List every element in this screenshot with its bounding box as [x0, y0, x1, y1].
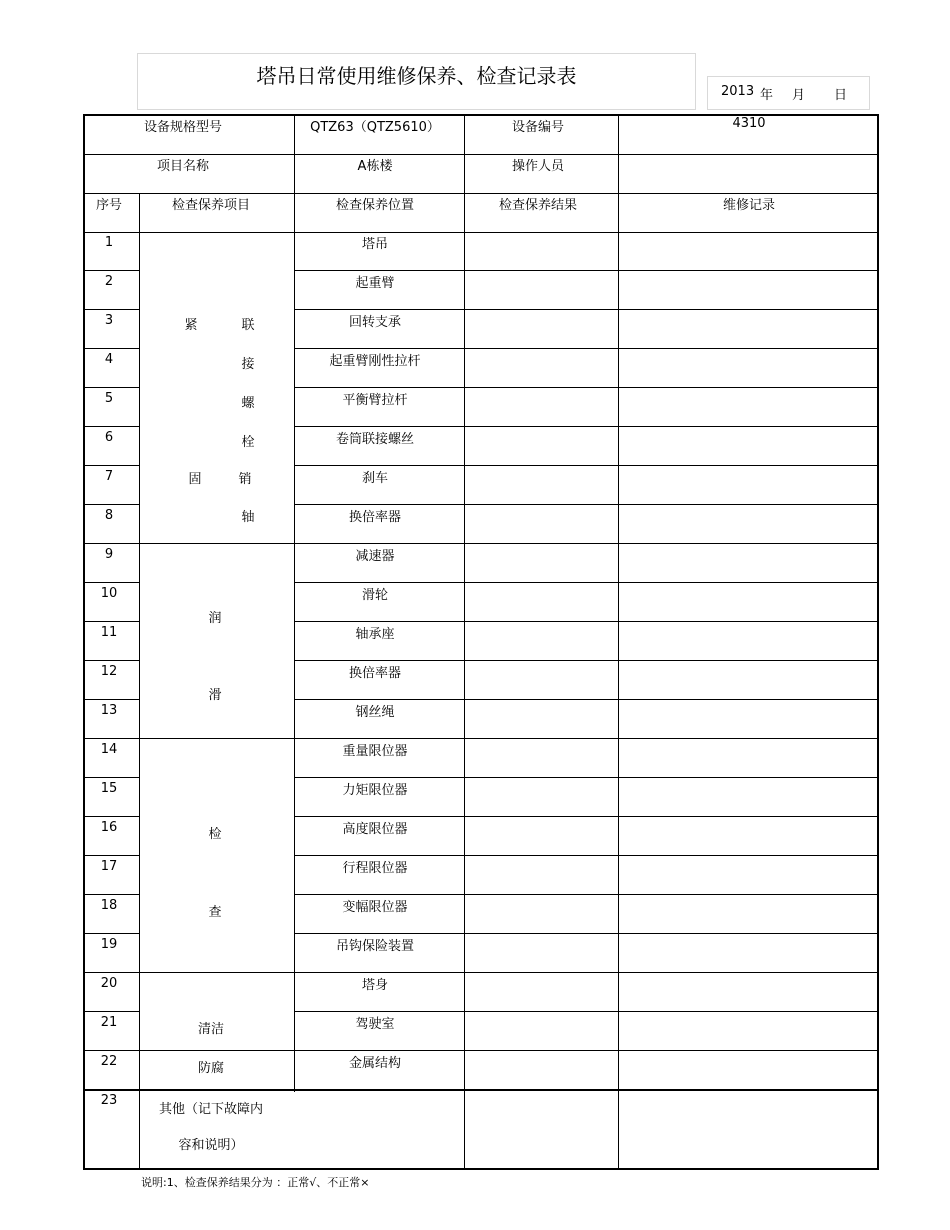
row-position: 回转支承	[348, 315, 402, 330]
col-divider	[294, 114, 295, 1092]
row-position: 高度限位器	[342, 822, 408, 837]
row-divider	[83, 387, 139, 388]
row-number: 10	[100, 586, 118, 601]
row-divider	[294, 699, 879, 700]
project-label: 项目名称	[156, 159, 210, 174]
row-divider	[83, 154, 879, 155]
row-number: 1	[104, 235, 114, 250]
row-number: 23	[100, 1093, 118, 1108]
row-divider	[294, 309, 879, 310]
row-divider	[83, 543, 879, 544]
group-anticorr: 防腐	[197, 1061, 225, 1076]
group-other-line2: 容和说明）	[178, 1138, 244, 1153]
row-divider	[83, 621, 139, 622]
project-value: A栋楼	[357, 159, 393, 174]
group-clean: 清洁	[197, 1022, 225, 1037]
row-number: 11	[100, 625, 118, 640]
row-position: 刹车	[361, 471, 389, 486]
row-divider	[83, 232, 879, 233]
row-position: 换倍率器	[348, 510, 402, 525]
spec-value: QTZ63（QTZ5610）	[310, 120, 440, 135]
row-number: 21	[100, 1015, 118, 1030]
row-position: 起重臂刚性拉杆	[329, 354, 421, 369]
row-divider	[294, 582, 879, 583]
group-fasten-char: 螺	[241, 396, 255, 411]
row-divider	[83, 1011, 139, 1012]
date-day-label: 日	[834, 88, 848, 103]
row-number: 15	[100, 781, 118, 796]
row-divider	[294, 855, 879, 856]
row-position: 行程限位器	[342, 861, 408, 876]
row-divider	[83, 504, 139, 505]
row-divider	[294, 621, 879, 622]
footnote: 说明:1、检查保养结果分为 ：正常√、不正常×	[141, 1176, 370, 1189]
row-number: 18	[100, 898, 118, 913]
col-header-position: 检查保养位置	[335, 198, 415, 213]
row-position: 吊钩保险装置	[335, 939, 415, 954]
group-fasten-char: 轴	[241, 510, 255, 525]
group-fasten-char: 接	[241, 357, 255, 372]
spec-label: 设备规格型号	[143, 120, 223, 135]
group-inspect-char: 检	[208, 827, 222, 842]
row-position: 重量限位器	[342, 744, 408, 759]
row-divider	[83, 309, 139, 310]
row-position: 金属结构	[348, 1056, 402, 1071]
table-border-top	[83, 114, 879, 116]
equip-no-value: 4310	[732, 116, 766, 131]
row-divider	[83, 270, 139, 271]
row-number: 13	[100, 703, 118, 718]
row-position: 平衡臂拉杆	[342, 393, 408, 408]
row-number: 4	[104, 352, 114, 367]
row-position: 换倍率器	[348, 666, 402, 681]
col-header-no: 序号	[95, 198, 123, 213]
row-divider	[294, 270, 879, 271]
equip-no-label: 设备编号	[511, 120, 565, 135]
row-number: 3	[104, 313, 114, 328]
row-divider	[83, 465, 139, 466]
row-divider	[294, 777, 879, 778]
row-position: 滑轮	[361, 588, 389, 603]
date-month-label: 月	[792, 88, 806, 103]
title-box	[137, 53, 696, 110]
row-divider	[83, 699, 139, 700]
row-position: 塔身	[361, 978, 389, 993]
row-divider	[294, 660, 879, 661]
group-fasten-char: 栓	[241, 435, 255, 450]
row-position: 轴承座	[355, 627, 395, 642]
row-position: 变幅限位器	[342, 900, 408, 915]
row-number: 5	[104, 391, 114, 406]
row-number: 2	[104, 274, 114, 289]
date-year: 2013	[721, 84, 755, 99]
row-position: 减速器	[355, 549, 395, 564]
row-divider	[83, 777, 139, 778]
row-position: 力矩限位器	[342, 783, 408, 798]
row-divider	[83, 933, 139, 934]
row-number: 20	[100, 976, 118, 991]
row-position: 驾驶室	[355, 1017, 395, 1032]
group-fasten-char: 销	[238, 472, 252, 487]
record-table	[83, 114, 879, 1170]
row-divider	[83, 972, 879, 973]
row-divider	[294, 1011, 879, 1012]
group-lube-char: 润	[208, 611, 222, 626]
row-divider	[294, 426, 879, 427]
col-header-repair: 维修记录	[722, 198, 776, 213]
form-title: 塔吊日常使用维修保养、检查记录表	[256, 64, 577, 88]
row-divider	[294, 933, 879, 934]
row-divider	[294, 894, 879, 895]
col-header-result: 检查保养结果	[498, 198, 578, 213]
row-divider	[83, 894, 139, 895]
row-divider	[83, 855, 139, 856]
row-number: 7	[104, 469, 114, 484]
group-fasten-char: 联	[241, 318, 255, 333]
group-inspect-char: 查	[208, 905, 222, 920]
row-divider	[294, 816, 879, 817]
row-number: 16	[100, 820, 118, 835]
row-divider	[294, 504, 879, 505]
row-number: 14	[100, 742, 118, 757]
row-number: 19	[100, 937, 118, 952]
row-position: 塔吊	[361, 237, 389, 252]
row-divider	[83, 738, 879, 739]
row-divider	[294, 387, 879, 388]
row-number: 8	[104, 508, 114, 523]
row-divider	[83, 1050, 879, 1051]
row-divider	[83, 193, 879, 194]
row-divider	[83, 348, 139, 349]
group-lube-char: 滑	[208, 688, 222, 703]
row-number: 6	[104, 430, 114, 445]
row-divider	[83, 582, 139, 583]
date-year-label: 年	[760, 88, 774, 103]
row-number: 17	[100, 859, 118, 874]
row-divider	[83, 426, 139, 427]
col-divider	[139, 193, 140, 1170]
row-divider	[83, 660, 139, 661]
row-divider	[83, 816, 139, 817]
group-fasten-char: 紧	[184, 318, 198, 333]
row-position: 起重臂	[355, 276, 395, 291]
operator-label: 操作人员	[511, 159, 565, 174]
group-other-line1: 其他（记下故障内	[158, 1102, 264, 1117]
table-border-bottom	[83, 1168, 879, 1170]
row-number: 9	[104, 547, 114, 562]
row-divider	[83, 1089, 879, 1091]
row-number: 12	[100, 664, 118, 679]
row-position: 卷筒联接螺丝	[335, 432, 415, 447]
group-fasten-char: 固	[188, 472, 202, 487]
row-divider	[294, 348, 879, 349]
date-box	[707, 76, 870, 110]
col-header-item: 检查保养项目	[171, 198, 251, 213]
row-position: 钢丝绳	[355, 705, 395, 720]
row-divider	[294, 465, 879, 466]
row-number: 22	[100, 1054, 118, 1069]
